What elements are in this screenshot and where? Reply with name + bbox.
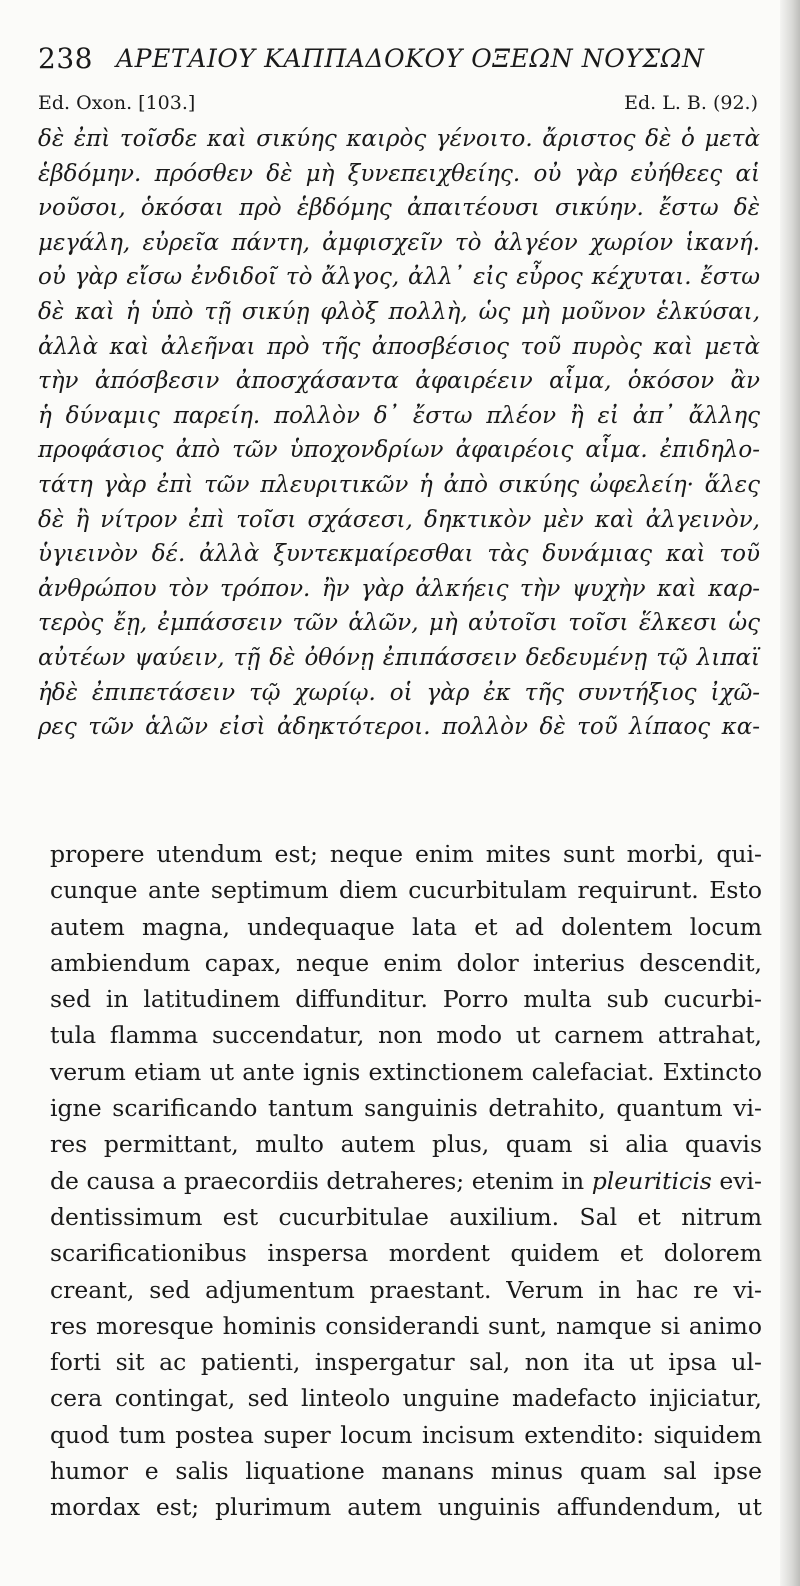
greek-line: ἡ δύναμις παρείη. πολλὸν δ᾽ ἔστω πλέον ἢ εἰ ἀπ᾽ ἄλλης — [38, 402, 760, 429]
latin-text-segment: de causa a praecordiis detraheres; etenim in — [50, 1166, 592, 1195]
greek-line: ἑβδόμην. πρόσθεν δὲ μὴ ξυνεπειχθείης. οὐ γὰρ εὐήθεες αἱ — [38, 160, 760, 187]
running-head — [38, 40, 758, 80]
latin-line: cera contingat, sed linteolo unguine madefacto injiciatur, — [50, 1384, 762, 1413]
latin-line: autem magna, undequaque lata et ad dolentem locum — [50, 912, 762, 941]
greek-line: ἠδὲ ἐπιπετάσειν τῷ χωρίῳ. οἱ γὰρ ἐκ τῆς συντήξιος ἰχῶ- — [38, 679, 760, 706]
latin-line: igne scarificando tantum sanguinis detrahito, quantum vi- — [50, 1094, 762, 1123]
greek-line: ἀνθρώπου τὸν τρόπον. ἢν γὰρ ἀλκήεις τὴν ψυχὴν καὶ καρ- — [38, 575, 760, 602]
greek-line: τάτη γὰρ ἐπὶ τῶν πλευριτικῶν ἡ ἀπὸ σικύης ὠφελείη· ἅλες — [38, 471, 760, 498]
latin-translation-block — [50, 836, 762, 1526]
greek-line: νοῦσοι, ὁκόσαι πρὸ ἑβδόμης ἀπαιτέουσι σικύην. ἔστω δὲ — [38, 195, 760, 222]
edition-oxon-reference: Ed. Oxon. [103.] — [38, 92, 196, 114]
latin-line: tula flamma succendatur, non modo ut carnem attrahat, — [50, 1021, 762, 1050]
latin-line: scarificationibus inspersa mordent quidem et dolorem — [50, 1239, 762, 1268]
italic-term-pleuriticis: pleuriticis — [591, 1166, 712, 1195]
running-title: ΑΡΕΤΑΙΟΥ ΚΑΠΠΑΔΟΚΟΥ ΟΞΕΩΝ ΝΟΥΣΩΝ — [116, 44, 705, 73]
greek-line: ἀλλὰ καὶ ἀλεῆναι πρὸ τῆς ἀποσβέσιος τοῦ πυρὸς καὶ μετὰ — [38, 333, 760, 360]
edition-reference-line — [38, 92, 758, 120]
latin-line: quod tum postea super locum incisum extendito: siquidem — [50, 1420, 762, 1449]
page-number: 238 — [38, 42, 93, 75]
greek-line: προφάσιος ἀπὸ τῶν ὑποχονδρίων ἀφαιρέοις αἷμα. ἐπιδηλο- — [38, 437, 760, 464]
latin-line-with-italic — [50, 1163, 762, 1199]
latin-line: dentissimum est cucurbitulae auxilium. Sal et nitrum — [50, 1202, 762, 1231]
latin-line: verum etiam ut ante ignis extinctionem calefaciat. Extincto — [50, 1057, 762, 1086]
greek-text-block — [38, 122, 760, 745]
greek-line: μεγάλη, εὐρεῖα πάντη, ἀμφισχεῖν τὸ ἀλγέον χωρίον ἱκανή. — [38, 229, 760, 256]
greek-line: δὲ ἐπὶ τοῖσδε καὶ σικύης καιρὸς γένοιτο. ἄριστος δὲ ὁ μετὰ — [38, 126, 760, 152]
greek-line: οὐ γὰρ εἴσω ἐνδιδοῖ τὸ ἄλγος, ἀλλ᾽ εἰς εὖρος κέχυται. ἔστω — [38, 264, 760, 291]
latin-line: forti sit ac patienti, inspergatur sal, non ita ut ipsa ul- — [50, 1348, 762, 1377]
latin-line: ambiendum capax, neque enim dolor interius descendit, — [50, 948, 762, 977]
latin-line: res permittant, multo autem plus, quam si alia quavis — [50, 1130, 762, 1159]
greek-line: αὐτέων ψαύειν, τῇ δὲ ὀθόνῃ ἐπιπάσσειν δεδευμένῃ τῷ λιπαϊ — [38, 644, 760, 671]
latin-line: res moresque hominis considerandi sunt, namque si animo — [50, 1311, 762, 1340]
greek-line: ὑγιεινὸν δέ. ἀλλὰ ξυντεκμαίρεσθαι τὰς δυνάμιας καὶ τοῦ — [38, 541, 760, 568]
greek-line: τὴν ἀπόσβεσιν ἀποσχάσαντα ἀφαιρέειν αἷμα, ὁκόσον ἂν — [38, 368, 760, 395]
latin-line: sed in latitudinem diffunditur. Porro multa sub cucurbi- — [50, 985, 762, 1014]
latin-line: humor e salis liquatione manans minus quam sal ipse — [50, 1457, 762, 1486]
latin-line: creant, sed adjumentum praestant. Verum in hac re vi- — [50, 1275, 762, 1304]
latin-text-segment: evi- — [711, 1166, 762, 1195]
greek-line: ρες τῶν ἁλῶν εἰσὶ ἀδηκτότεροι. πολλὸν δὲ τοῦ λίπαος κα- — [38, 714, 760, 741]
greek-line: δὲ ἢ νίτρον ἐπὶ τοῖσι σχάσεσι, δηκτικὸν μὲν καὶ ἀλγεινὸν, — [38, 506, 760, 533]
edition-lb-reference: Ed. L. B. (92.) — [624, 92, 758, 114]
latin-line: cunque ante septimum diem cucurbitulam requirunt. Esto — [50, 876, 762, 905]
greek-line: τερὸς ἔῃ, ἐμπάσσειν τῶν ἁλῶν, μὴ αὐτοῖσι τοῖσι ἕλκεσι ὡς — [38, 610, 760, 637]
page-gutter-shadow — [780, 0, 800, 1586]
greek-line: δὲ καὶ ἡ ὑπὸ τῇ σικύῃ φλὸξ πολλὴ, ὡς μὴ μοῦνον ἑλκύσαι, — [38, 298, 760, 325]
latin-line: propere utendum est; neque enim mites sunt morbi, qui- — [50, 840, 762, 868]
latin-line: mordax est; plurimum autem unguinis affundendum, ut — [50, 1493, 762, 1522]
